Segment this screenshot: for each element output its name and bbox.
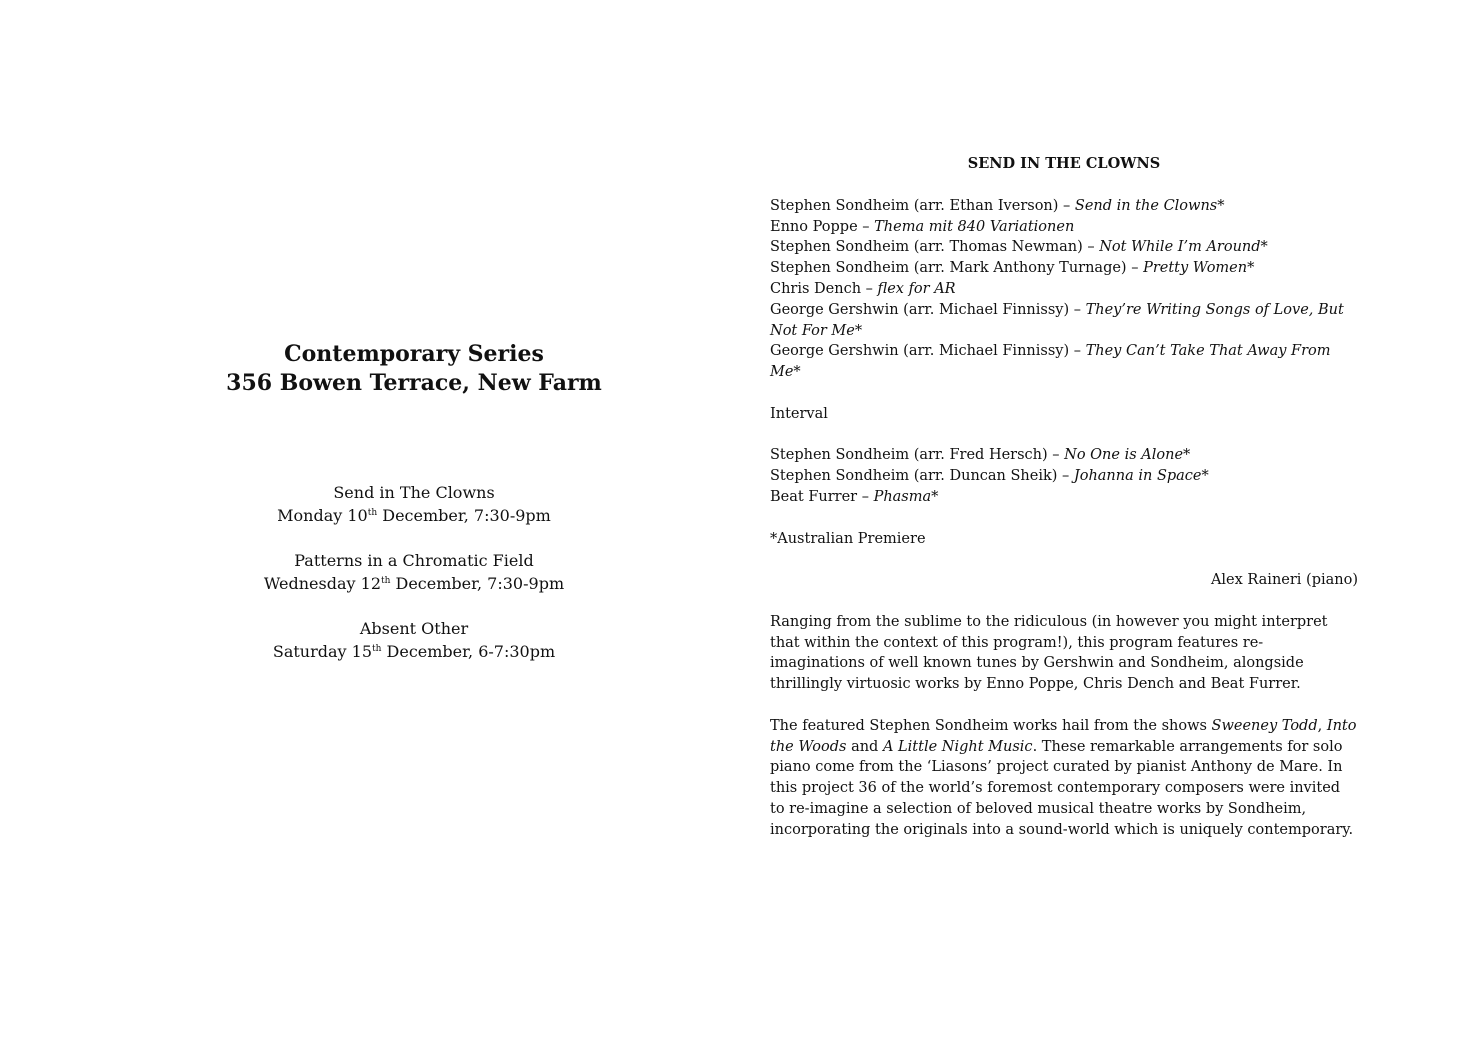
performer-credit: Alex Raineri (piano) bbox=[1210, 572, 1358, 589]
program-item: Beat Furrer – Phasma* bbox=[770, 488, 939, 505]
program-item: Chris Dench – flex for AR bbox=[770, 280, 956, 297]
program-item: George Gershwin (arr. Michael Finnissy) – They’re Writing Songs of Love, But Not For Me* bbox=[770, 301, 1344, 339]
program-title: SEND IN THE CLOWNS bbox=[967, 155, 1161, 172]
event-date: Saturday 15th December, 6-7:30pm bbox=[272, 642, 556, 661]
second-half-list bbox=[770, 445, 1358, 507]
cover-panel bbox=[200, 340, 628, 685]
program-item: Stephen Sondheim (arr. Fred Hersch) – No One is Alone* bbox=[770, 447, 1191, 464]
event-name: Patterns in a Chromatic Field bbox=[294, 551, 534, 570]
event-item bbox=[200, 617, 628, 663]
event-date: Wednesday 12th December, 7:30-9pm bbox=[263, 574, 565, 593]
premiere-note: *Australian Premiere bbox=[770, 530, 926, 547]
description-paragraph: Ranging from the sublime to the ridiculous (in however you might interpret that within the context of this program!), this program features re-imaginations of well known tunes by Gershwin and Sondheim, alongside thrillingly virtuosic works by Enno Poppe, Chris Dench and Beat Furrer. bbox=[770, 613, 1328, 693]
series-title: Contemporary Series bbox=[284, 341, 544, 367]
first-half-list bbox=[770, 196, 1358, 383]
event-date: Monday 10th December, 7:30-9pm bbox=[277, 506, 551, 525]
event-item bbox=[200, 549, 628, 595]
program-item: Enno Poppe – Thema mit 840 Variationen bbox=[770, 218, 1075, 235]
event-name: Send in The Clowns bbox=[333, 483, 495, 502]
program-item: Stephen Sondheim (arr. Ethan Iverson) – Send in the Clowns* bbox=[770, 197, 1225, 214]
program-item: Stephen Sondheim (arr. Mark Anthony Turnage) – Pretty Women* bbox=[770, 260, 1255, 277]
program-item: Stephen Sondheim (arr. Thomas Newman) – Not While I’m Around* bbox=[770, 239, 1268, 256]
event-item bbox=[200, 481, 628, 527]
program-item: Stephen Sondheim (arr. Duncan Sheik) – Johanna in Space* bbox=[770, 468, 1209, 485]
program-item: George Gershwin (arr. Michael Finnissy) – They Can’t Take That Away From Me* bbox=[770, 343, 1331, 381]
program-panel bbox=[770, 154, 1358, 841]
description-paragraph: The featured Stephen Sondheim works hail from the shows Sweeney Todd, Into the Woods and A Little Night Music. These remarkable arrangements for solo piano come from the ‘Liasons’ project curated by pianist Anthony de Mare. In this project 36 of the world’s foremost contemporary composers were invited to re-imagine a selection of beloved musical theatre works by Sondheim, incorporating the originals into a sound-world which is uniquely contemporary. bbox=[770, 717, 1357, 838]
interval-label: Interval bbox=[770, 405, 828, 422]
venue-address: 356 Bowen Terrace, New Farm bbox=[226, 370, 602, 396]
event-name: Absent Other bbox=[359, 619, 469, 638]
event-list bbox=[200, 481, 628, 663]
